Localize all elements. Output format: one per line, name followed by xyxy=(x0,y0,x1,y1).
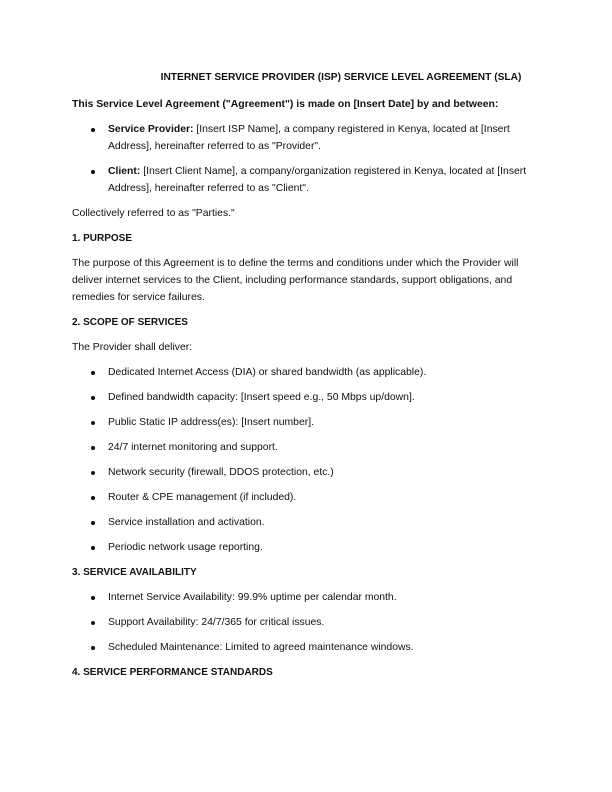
bullet-icon xyxy=(91,446,95,450)
bullet-icon xyxy=(91,496,95,500)
list-item-text: Support Availability: 24/7/365 for critical issues. xyxy=(108,617,325,628)
bullet-icon xyxy=(91,471,95,475)
list-item xyxy=(72,514,544,531)
list-item-text: Public Static IP address(es): [Insert number]. xyxy=(108,417,314,428)
collectively-text: Collectively referred to as "Parties." xyxy=(72,208,235,219)
bullet-icon xyxy=(91,596,95,600)
list-item xyxy=(72,163,544,197)
bullet-icon xyxy=(91,421,95,425)
section-heading-availability: 3. SERVICE AVAILABILITY xyxy=(72,567,197,578)
bullet-icon xyxy=(91,371,95,375)
list-item-text: Scheduled Maintenance: Limited to agreed maintenance windows. xyxy=(108,642,414,653)
list-item-text: Network security (firewall, DDOS protection, etc.) xyxy=(108,467,334,478)
bullet-icon xyxy=(91,521,95,525)
bullet-icon xyxy=(91,546,95,550)
purpose-text: The purpose of this Agreement is to define the terms and conditions under which the Provider will deliver internet services to the Client, including performance standards, support obligations, and remedies for service failures. xyxy=(72,258,519,303)
list-item-text: 24/7 internet monitoring and support. xyxy=(108,442,278,453)
list-item xyxy=(72,464,544,481)
bullet-icon xyxy=(91,646,95,650)
list-item-text: Dedicated Internet Access (DIA) or shared bandwidth (as applicable). xyxy=(108,367,427,378)
list-item xyxy=(72,414,544,431)
list-item-text: Periodic network usage reporting. xyxy=(108,542,263,553)
list-item-text: Internet Service Availability: 99.9% uptime per calendar month. xyxy=(108,592,397,603)
list-item xyxy=(72,364,544,381)
party-label: Service Provider: xyxy=(108,124,194,135)
scope-intro: The Provider shall deliver: xyxy=(72,342,193,353)
list-item xyxy=(72,121,544,155)
list-item-text: Router & CPE management (if included). xyxy=(108,492,297,503)
scope-list xyxy=(72,364,544,556)
party-label: Client: xyxy=(108,166,141,177)
party-text: [Insert ISP Name], a company registered in Kenya, located at [Insert Address], hereinafter referred to as "Provider". xyxy=(108,124,510,152)
section-heading-scope: 2. SCOPE OF SERVICES xyxy=(72,317,188,328)
section-heading-performance: 4. SERVICE PERFORMANCE STANDARDS xyxy=(72,667,273,678)
intro-line: This Service Level Agreement ("Agreement") is made on [Insert Date] by and between: xyxy=(72,99,499,110)
list-item xyxy=(72,489,544,506)
list-item xyxy=(72,589,544,606)
bullet-icon xyxy=(91,396,95,400)
list-item xyxy=(72,439,544,456)
list-item xyxy=(72,614,544,631)
section-heading-purpose: 1. PURPOSE xyxy=(72,233,133,244)
document-title: INTERNET SERVICE PROVIDER (ISP) SERVICE LEVEL AGREEMENT (SLA) xyxy=(160,72,522,83)
parties-list xyxy=(72,121,544,197)
list-item xyxy=(72,539,544,556)
bullet-icon xyxy=(91,621,95,625)
bullet-icon xyxy=(91,128,95,132)
list-item-text: Defined bandwidth capacity: [Insert speed e.g., 50 Mbps up/down]. xyxy=(108,392,415,403)
list-item xyxy=(72,639,544,656)
bullet-icon xyxy=(91,170,95,174)
list-item-text: Service installation and activation. xyxy=(108,517,265,528)
list-item xyxy=(72,389,544,406)
party-text: [Insert Client Name], a company/organization registered in Kenya, located at [Insert Address], hereinafter referred to as "Client". xyxy=(108,166,527,194)
availability-list xyxy=(72,589,544,656)
